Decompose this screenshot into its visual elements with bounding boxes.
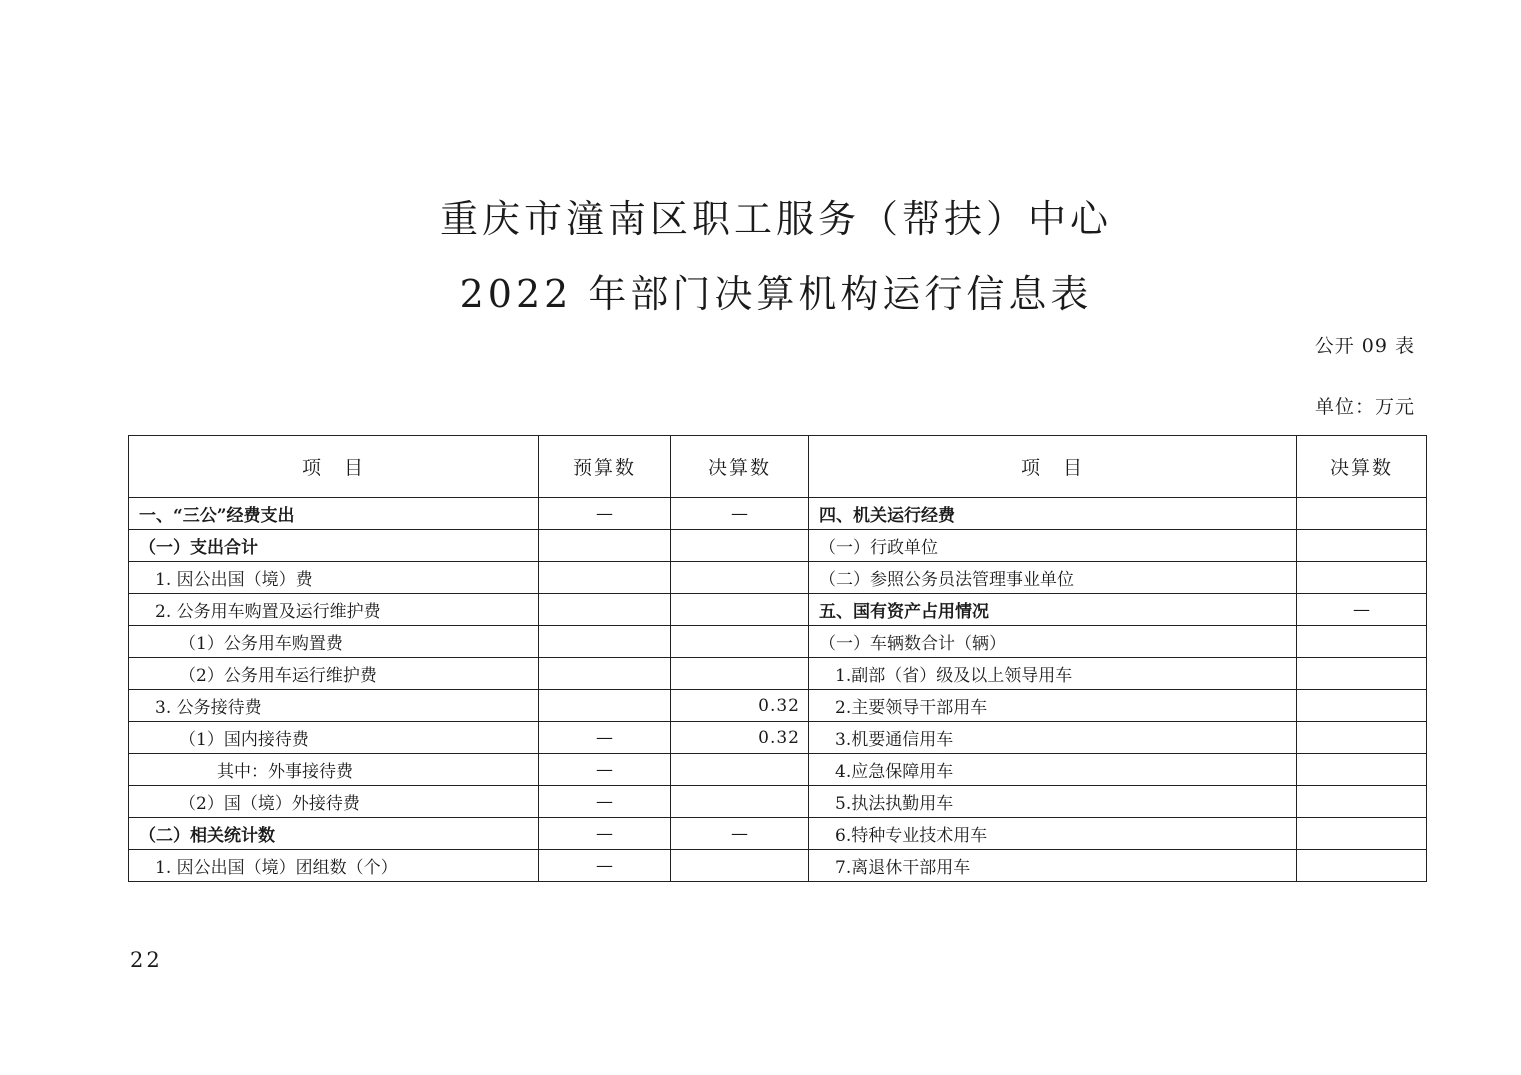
row-item-left: （一）支出合计 [129,530,539,562]
table-header-row [129,436,1427,498]
row-final-right: — [1297,594,1427,626]
row-item-right: （一）车辆数合计（辆） [809,626,1297,658]
row-budget: — [539,498,671,530]
row-final-right [1297,786,1427,818]
header-budget: 预算数 [539,436,671,498]
row-item-right: 四、机关运行经费 [809,498,1297,530]
row-final-right [1297,498,1427,530]
row-item-right: 五、国有资产占用情况 [809,594,1297,626]
row-final: — [671,818,809,850]
row-item-right: 1.副部（省）级及以上领导用车 [809,658,1297,690]
row-final-right [1297,818,1427,850]
row-budget: — [539,786,671,818]
table-row [129,850,1427,882]
document-title: 重庆市潼南区职工服务（帮扶）中心 [439,197,1112,241]
table-row [129,690,1427,722]
row-final: 0.32 [671,690,809,722]
row-final-right [1297,530,1427,562]
row-budget: — [539,818,671,850]
row-item-right: （一）行政单位 [809,530,1297,562]
row-item-right: 3.机要通信用车 [809,722,1297,754]
row-final-right [1297,690,1427,722]
row-final: 0.32 [671,722,809,754]
row-budget [539,594,671,626]
row-budget: — [539,722,671,754]
row-item-left: 1. 因公出国（境）团组数（个） [129,850,539,882]
row-item-left: 其中：外事接待费 [129,754,539,786]
table-code: 公开 09 表 [1314,335,1415,357]
row-final [671,850,809,882]
table-row [129,818,1427,850]
unit-label: 单位：万元 [1314,396,1415,418]
row-final-right [1297,562,1427,594]
row-final-right [1297,754,1427,786]
row-item-left: 1. 因公出国（境）费 [129,562,539,594]
row-item-left: （1）公务用车购置费 [129,626,539,658]
table-row [129,786,1427,818]
row-final [671,658,809,690]
row-budget: — [539,850,671,882]
table-row [129,594,1427,626]
table-row [129,658,1427,690]
row-budget [539,626,671,658]
row-final [671,754,809,786]
document-subtitle: 2022 年部门决算机构运行信息表 [459,272,1093,316]
table-row [129,754,1427,786]
row-budget [539,562,671,594]
table-row [129,498,1427,530]
table-row [129,562,1427,594]
row-item-left: 3. 公务接待费 [129,690,539,722]
row-item-left: 一、“三公”经费支出 [129,498,539,530]
row-final [671,530,809,562]
row-final [671,786,809,818]
operation-info-table [128,435,1427,882]
header-item-left: 项 目 [129,436,539,498]
row-budget [539,530,671,562]
row-final: — [671,498,809,530]
header-item-right: 项 目 [809,436,1297,498]
row-item-right: 6.特种专业技术用车 [809,818,1297,850]
row-budget: — [539,754,671,786]
row-item-right: 7.离退休干部用车 [809,850,1297,882]
page-number: 22 [130,948,163,972]
row-item-left: （2）公务用车运行维护费 [129,658,539,690]
table-row [129,722,1427,754]
row-item-left: （2）国（境）外接待费 [129,786,539,818]
row-final [671,562,809,594]
row-item-left: 2. 公务用车购置及运行维护费 [129,594,539,626]
row-budget [539,658,671,690]
row-item-right: 4.应急保障用车 [809,754,1297,786]
row-item-left: （二）相关统计数 [129,818,539,850]
header-final-right: 决算数 [1297,436,1427,498]
row-final-right [1297,626,1427,658]
row-budget [539,690,671,722]
row-item-right: （二）参照公务员法管理事业单位 [809,562,1297,594]
table-row [129,626,1427,658]
row-final-right [1297,850,1427,882]
row-final [671,626,809,658]
row-final [671,594,809,626]
row-item-right: 5.执法执勤用车 [809,786,1297,818]
table-row [129,530,1427,562]
row-item-right: 2.主要领导干部用车 [809,690,1297,722]
row-final-right [1297,658,1427,690]
row-final-right [1297,722,1427,754]
row-item-left: （1）国内接待费 [129,722,539,754]
header-final-left: 决算数 [671,436,809,498]
